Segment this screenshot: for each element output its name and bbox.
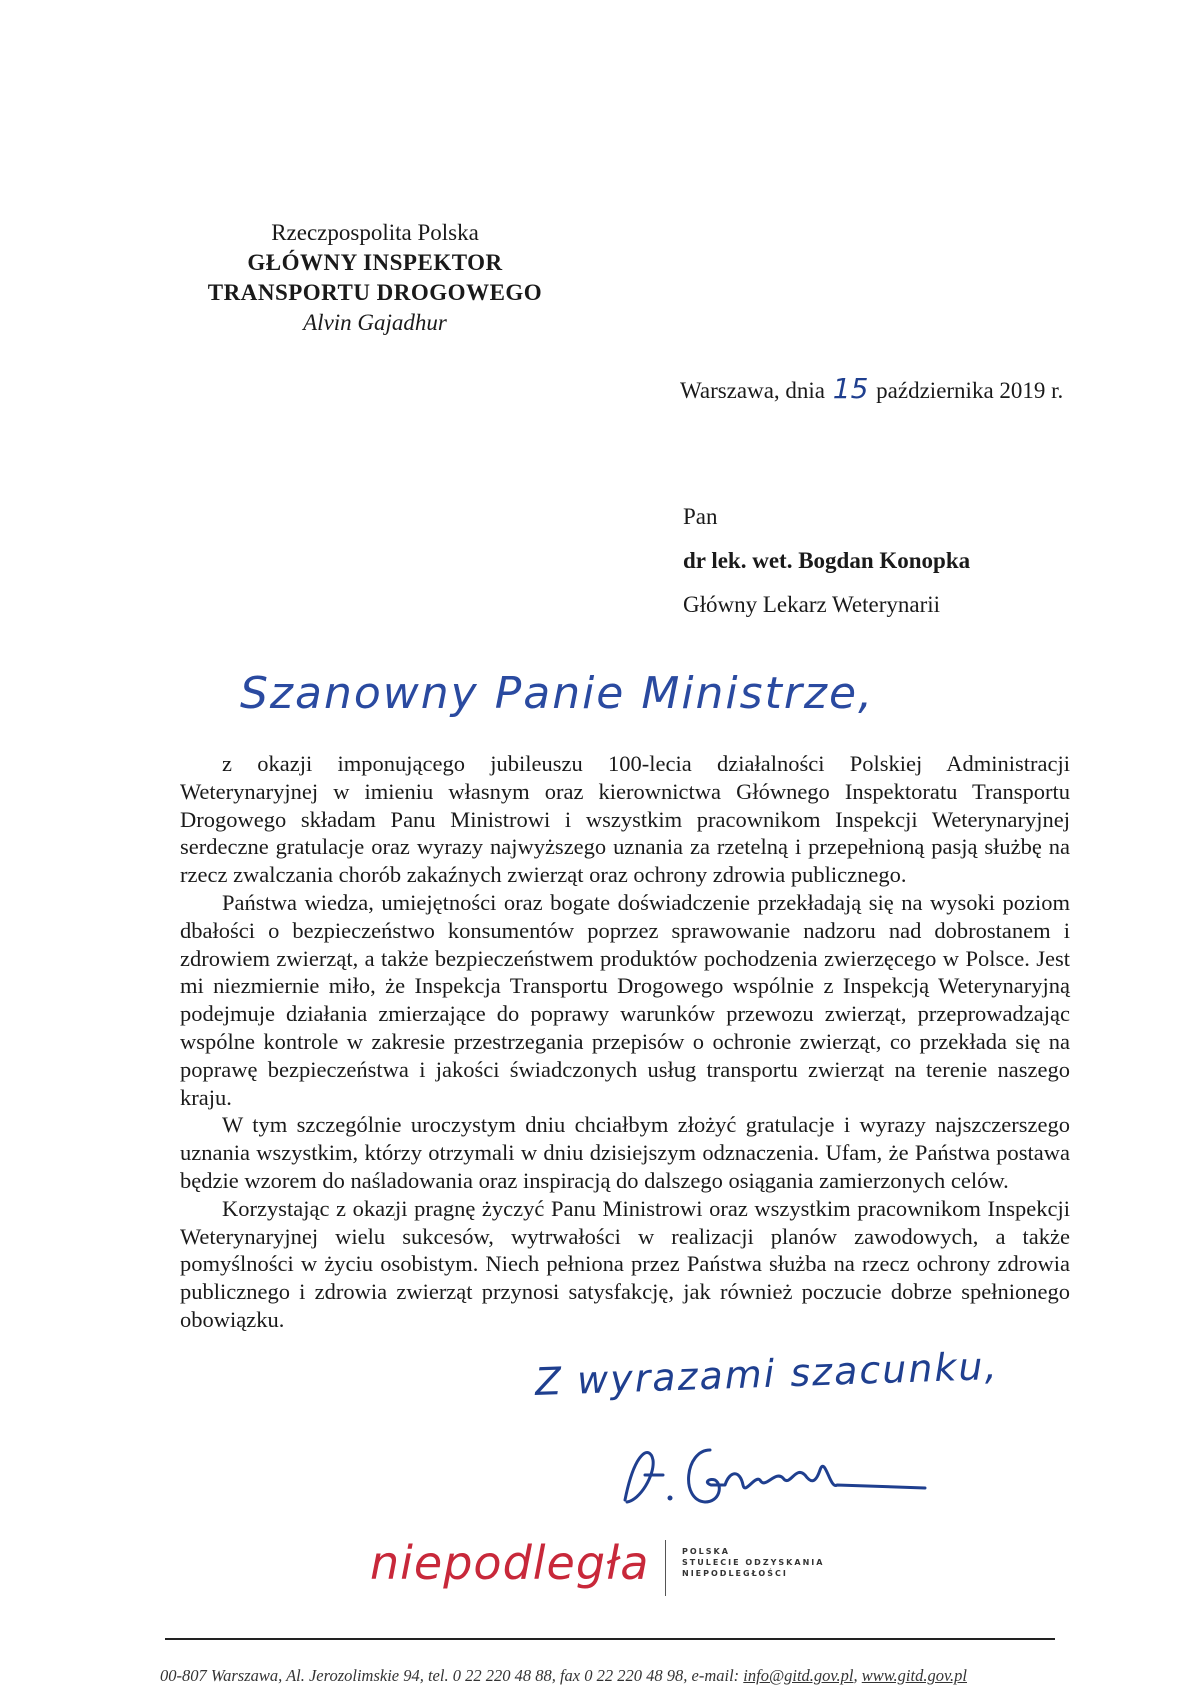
- handwritten-salutation: Szanowny Panie Ministrze,: [240, 668, 875, 719]
- footer-divider: [165, 1638, 1055, 1640]
- date-line: [680, 372, 1063, 405]
- body-paragraph-3: W tym szczególnie uroczystym dniu chciałbym złożyć gratulacje i wyrazy najszczerszego uznania wszystkim, którzy otrzymali w dniu dzisiejszym odznaczenia. Ufam, że Państwa postawa będzie wzorem do naśladowania oraz inspiracją do dalszego osiągania zamierzonych celów.: [180, 1112, 1070, 1193]
- letterhead-signatory: Alvin Gajadhur: [303, 310, 447, 335]
- footer-website-link[interactable]: www.gitd.gov.pl: [861, 1666, 968, 1685]
- handwritten-closing: Z wyrazami szacunku,: [534, 1343, 1000, 1404]
- recipient-title: Pan: [683, 504, 718, 529]
- body-paragraph-4: Korzystając z okazji pragnę życzyć Panu Ministrowi oraz wszystkim pracownikom Inspekcji Weterynaryjnej wielu sukcesów, wytrwałości w realizacji planów zawodowych, a także pomyślności w życiu osobistym. Niech pełniona przez Państwa służba na rzecz ochrony zdrowia publicznego i zdrowia zwierząt przynosi satysfakcję, jak również poczucie dobrze spełnionego obowiązku.: [180, 1195, 1070, 1332]
- body-paragraph-1: z okazji imponującego jubileuszu 100-lecia działalności Polskiej Administracji Weterynaryjnej w imieniu własnym oraz kierownictwa Głównego Inspektoratu Transportu Drogowego składam Panu Ministrowi i wszystkim pracownikom Inspekcji Weterynaryjnej serdeczne gratulacje oraz wyrazy najwyższego uznania za rzetelną i przepełnioną pasją służbę na rzecz zwalczania chorób zakaźnych zwierząt oraz ochrony zdrowia publicznego.: [180, 751, 1070, 888]
- date-day-handwritten: 15: [832, 372, 869, 405]
- letterhead: [180, 218, 570, 338]
- date-prefix: Warszawa, dnia: [680, 378, 826, 403]
- centenary-badge: [370, 1530, 830, 1610]
- badge-line-3: NIEPODLEGŁOŚCI: [682, 1569, 788, 1578]
- badge-divider: [665, 1540, 666, 1596]
- badge-line-1: POLSKA: [682, 1547, 730, 1556]
- recipient-position: Główny Lekarz Weterynarii: [683, 592, 941, 617]
- badge-script-word: niepodległa: [370, 1536, 650, 1590]
- footer-separator: ,: [853, 1666, 862, 1685]
- footer-address: 00-807 Warszawa, Al. Jerozolimskie 94, tel. 0 22 220 48 88, fax 0 22 220 48 98, e-mail:: [160, 1666, 744, 1685]
- footer-email-link[interactable]: info@gitd.gov.pl: [743, 1666, 854, 1685]
- recipient-name: dr lek. wet. Bogdan Konopka: [683, 548, 971, 573]
- recipient-block: [683, 495, 970, 627]
- letter-body: [180, 750, 1070, 1334]
- letterhead-org-line1: GŁÓWNY INSPEKTOR: [247, 250, 503, 275]
- date-suffix: października 2019 r.: [876, 378, 1064, 403]
- badge-caption: [682, 1546, 824, 1579]
- letterhead-country: Rzeczpospolita Polska: [271, 220, 479, 245]
- signature-mark: [615, 1430, 935, 1520]
- badge-line-2: STULECIE ODZYSKANIA: [682, 1558, 825, 1567]
- body-paragraph-2: Państwa wiedza, umiejętności oraz bogate doświadczenie przekładają się na wysoki poziom dbałości o bezpieczeństwo konsumentów poprzez sprawowanie nadzoru nad dobrostanem i zdrowiem zwierząt, a także bezpieczeństwem produktów pochodzenia zwierzęcego w Polsce. Jest mi niezmiernie miło, że Inspekcja Transportu Drogowego wspólnie z Inspekcją Weterynaryjną podejmuje działania zmierzające do poprawy warunków przewozu zwierząt, przeprowadzając wspólne kontrole w zakresie przestrzegania przepisów o ochronie zwierząt, co przekłada się na poprawę bezpieczeństwa i jakości świadczonych usług transportu zwierząt na terenie naszego kraju.: [180, 889, 1070, 1110]
- letterhead-org-line2: TRANSPORTU DROGOWEGO: [207, 280, 543, 305]
- footer-contact: [160, 1666, 1060, 1686]
